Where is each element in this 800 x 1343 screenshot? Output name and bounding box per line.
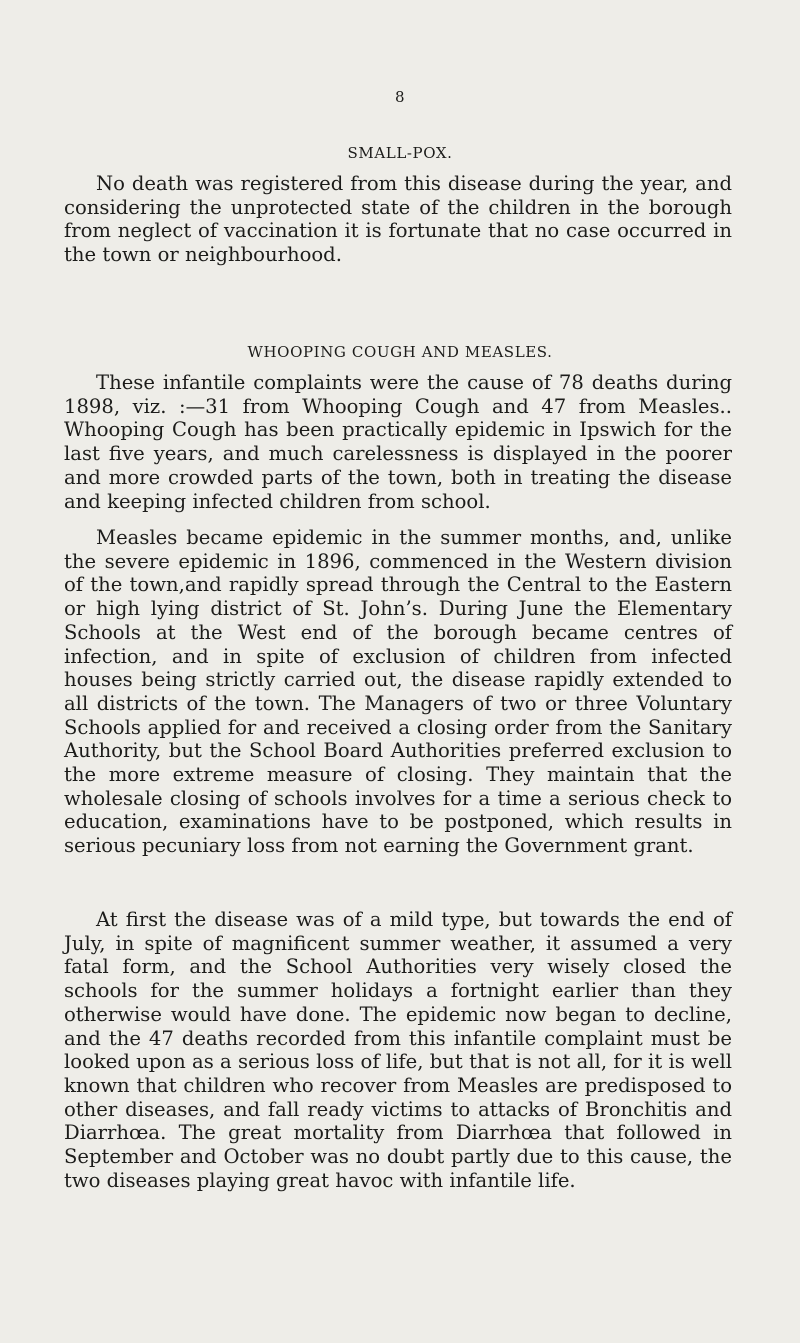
whooping-paragraph-3: At first the disease was of a mild type, but towards the end of July, in spite of magnificent summer weather, it assumed a very fatal form, and the School Authorities very wisely closed the schools for the summer holidays a fortnight earlier than they otherwise would have done. The epidemic now began to decline, and the 47 deaths recorded from this infantile complaint must be looked upon as a serious loss of life, but that is not all, for it is well known that children who recover from Measles are predisposed to other diseases, and fall ready victims to attacks of Bronchitis and Diarrhœa. The great mortality from Diarrhœa that followed in September and October was no doubt partly due to this cause, the two diseases playing great havoc with infantile life. bbox=[64, 908, 732, 1192]
smallpox-heading: SMALL-POX. bbox=[347, 144, 453, 162]
whooping-paragraph-2: Measles became epidemic in the summer months, and, unlike the severe epidemic in 1896, commenced in the Western division of the town,and rapidly spread through the Central to the Eastern or high lying district of St. John’s. During June the Elementary Schools at the West end of the borough became centres of infection, and in spite of exclusion of children from infected houses being strictly carried out, the disease rapidly extended to all districts of the town. The Managers of two or three Voluntary Schools applied for and received a closing order from the Sanitary Authority, but the School Board Authorities preferred exclusion to the more extreme measure of closing. They maintain that the wholesale closing of schools involves for a time a serious check to education, examinations have to be postponed, which results in serious pecuniary loss from not earning the Government grant. bbox=[64, 526, 732, 858]
whooping-cough-measles-heading: WHOOPING COUGH AND MEASLES. bbox=[247, 343, 553, 361]
smallpox-paragraph: No death was registered from this disease during the year, and considering the unprotected state of the children in the borough from neglect of vaccination it is fortunate that no case occurred in the town or neighbourhood. bbox=[64, 172, 732, 267]
page-number: 8 bbox=[394, 88, 406, 106]
whooping-paragraph-1: These infantile complaints were the cause of 78 deaths during 1898, viz. :—31 from Whooping Cough and 47 from Measles.. Whooping Cough has been practically epidemic in Ipswich for the last five years, and much carelessness is displayed in the poorer and more crowded parts of the town, both in treating the disease and keeping infected children from school. bbox=[64, 371, 732, 513]
